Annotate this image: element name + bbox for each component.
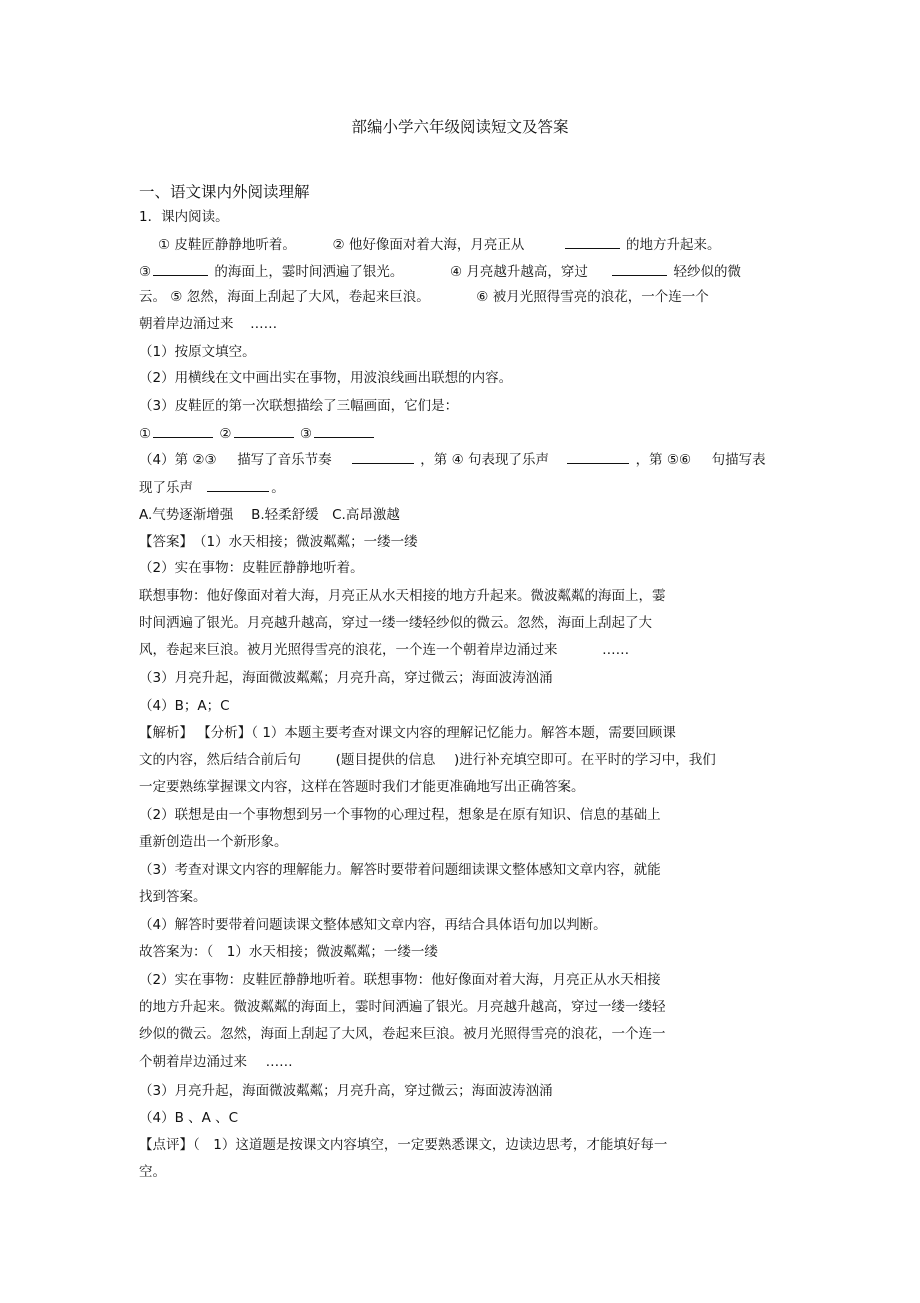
- options: A.气势逐渐增强 B.轻柔舒缓 C.高昂激越: [139, 507, 400, 523]
- question-number: 1．课内阅读。: [139, 209, 229, 225]
- answer-3: （3）月亮升起，海面微波粼粼；月亮升高，穿过微云；海面波涛汹涌: [139, 670, 553, 686]
- answer-blank[interactable]: [565, 235, 620, 249]
- analysis-line-11: 的地方升起来。微波粼粼的海面上，霎时间洒遍了银光。月亮越升越高，穿过一缕一缕轻: [139, 999, 666, 1015]
- sub-question-4-cont: [139, 478, 285, 497]
- answer-2-line-2: 时间洒遍了银光。月亮越升越高，穿过一缕一缕轻纱似的微云。忽然，海面上刮起了大: [139, 615, 652, 631]
- sub-question-1: （1）按原文填空。: [139, 344, 256, 360]
- sub-question-4-part: 句描写表: [711, 452, 766, 468]
- comment-line-2: 空。: [139, 1164, 166, 1180]
- passage-line-4: [139, 315, 277, 333]
- blank-label-2: ②: [219, 426, 232, 442]
- analysis-line-15: （4）B 、A 、C: [139, 1110, 239, 1126]
- answer-blank[interactable]: [567, 450, 629, 464]
- answer-2: （2）实在事物：皮鞋匠静静地听着。: [139, 560, 364, 576]
- answer-blank[interactable]: [153, 262, 208, 276]
- analysis-line-7: 找到答案。: [139, 889, 207, 905]
- analysis-line-4: （2）联想是由一个事物想到另一个事物的心理过程，想象是在原有知识、信息的基础上: [139, 807, 661, 823]
- passage-sentence-2a: ② 他好像面对着大海，月亮正从: [332, 237, 525, 253]
- passage-ellipsis: ……: [250, 316, 278, 332]
- analysis-line-10: （2）实在事物：皮鞋匠静静地听着。联想事物：他好像面对着大海，月亮正从水天相接: [139, 972, 661, 988]
- sub-question-3: （3）皮鞋匠的第一次联想描绘了三幅画面，它们是：: [139, 398, 459, 414]
- analysis-line-13-text: 个朝着岸边涌过来: [139, 1054, 247, 1070]
- analysis-line-14: （3）月亮升起，海面微波粼粼；月亮升高，穿过微云；海面波涛汹涌: [139, 1083, 553, 1099]
- answer-2-ellipsis: ……: [602, 642, 630, 658]
- passage-line-3: [139, 288, 709, 306]
- analysis-line-5: 重新创造出一个新形象。: [139, 834, 288, 850]
- sub-question-4-part: 。: [271, 480, 285, 496]
- analysis-line-1: 【解析】 【分析】（ 1）本题主要考查对课文内容的理解记忆能力。解答本题，需要回顾课: [139, 725, 676, 741]
- passage-sentence-4b: 轻纱似的微: [673, 264, 741, 280]
- answer-blank[interactable]: [352, 450, 414, 464]
- answer-blank[interactable]: [234, 424, 294, 438]
- sub-question-4-part: （4）第 ②③: [139, 452, 217, 468]
- sub-question-3-blanks: [139, 424, 376, 443]
- sub-question-4: [139, 450, 766, 469]
- passage-sentence-3b: 的海面上，霎时间洒遍了银光。: [214, 264, 404, 280]
- passage-sentence-5: ⑤ 忽然，海面上刮起了大风，卷起来巨浪。: [170, 289, 430, 305]
- answer-2-line-1: 联想事物：他好像面对着大海，月亮正从水天相接的地方升起来。微波粼粼的海面上，霎: [139, 588, 666, 604]
- answer-2-line-3: 风，卷起来巨浪。被月光照得雪亮的浪花，一个连一个朝着岸边涌过来: [139, 642, 558, 658]
- analysis-line-2-part: )进行补充填空即可。在平时的学习中，我们: [453, 752, 716, 768]
- analysis-line-12: 纱似的微云。忽然，海面上刮起了大风，卷起来巨浪。被月光照得雪亮的浪花，一个连一: [139, 1026, 666, 1042]
- analysis-line-9: 故答案为：（ 1）水天相接；微波粼粼；一缕一缕: [139, 944, 438, 960]
- analysis-line-13: [139, 1053, 293, 1071]
- sub-question-4-part: ，第 ⑤⑥: [635, 452, 692, 468]
- sub-question-4-part: ，第 ④ 句表现了乐声: [420, 452, 549, 468]
- answer-blank[interactable]: [612, 262, 667, 276]
- passage-sentence-1: ① 皮鞋匠静静地听着。: [158, 237, 296, 253]
- passage-sentence-6a: ⑥ 被月光照得雪亮的浪花，一个连一个: [476, 289, 709, 305]
- answer-1: 【答案】 （1）水天相接；微波粼粼；一缕一缕: [139, 534, 418, 550]
- analysis-line-8: （4）解答时要带着问题读课文整体感知文章内容，再结合具体语句加以判断。: [139, 917, 607, 933]
- analysis-line-2-part: 文的内容，然后结合前后句: [139, 752, 301, 768]
- passage-line-1: [158, 235, 721, 254]
- sub-question-4-part: 现了乐声: [139, 480, 193, 496]
- analysis-line-3: 一定要熟练掌握课文内容，这样在答题时我们才能更准确地写出正确答案。: [139, 779, 585, 795]
- sub-question-2: （2）用横线在文中画出实在事物，用波浪线画出联想的内容。: [139, 370, 513, 386]
- passage-sentence-4c: 云。: [139, 289, 166, 305]
- answer-blank[interactable]: [314, 424, 374, 438]
- sub-question-4-part: 描写了音乐节奏: [237, 452, 332, 468]
- answer-2-line-3-row: [139, 641, 629, 659]
- analysis-line-2-part: (题目提供的信息: [335, 752, 436, 768]
- analysis-line-2: [139, 751, 716, 769]
- section-heading: 一、语文课内外阅读理解: [139, 183, 310, 201]
- analysis-line-6: （3）考查对课文内容的理解能力。解答时要带着问题细读课文整体感知文章内容，就能: [139, 862, 661, 878]
- passage-sentence-2b: 的地方升起来。: [626, 237, 721, 253]
- page-title: 部编小学六年级阅读短文及答案: [351, 118, 569, 136]
- answer-blank[interactable]: [153, 424, 213, 438]
- blank-label-1: ①: [139, 426, 152, 442]
- analysis-line-13-ellipsis: ……: [265, 1054, 293, 1070]
- answer-blank[interactable]: [207, 478, 269, 492]
- passage-sentence-4a: ④ 月亮越升越高，穿过: [450, 264, 588, 280]
- blank-label-3: ③: [299, 426, 312, 442]
- passage-sentence-3a: ③: [139, 264, 152, 280]
- comment-line-1: 【点评】（ 1）这道题是按课文内容填空，一定要熟悉课文，边读边思考，才能填好每一: [139, 1137, 668, 1153]
- answer-4: （4）B；A；C: [139, 698, 230, 714]
- passage-sentence-6b: 朝着岸边涌过来: [139, 316, 234, 332]
- passage-line-2: [139, 262, 741, 281]
